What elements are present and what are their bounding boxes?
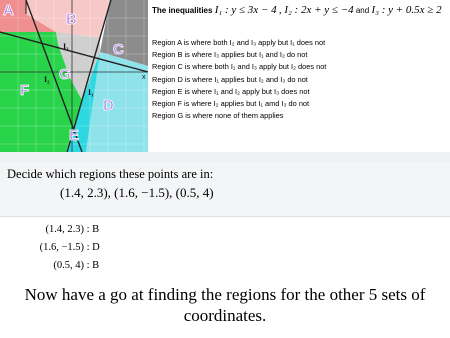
description-panel — [148, 0, 450, 152]
region-a-description: Region A is where both I₂ and I₃ apply but I₁ does not — [152, 38, 326, 47]
answer-region: : B — [86, 260, 100, 271]
region-e-description: Region E is where I₁ and I₂ apply but I₃ does not — [152, 86, 310, 96]
region-g-label: G — [59, 66, 71, 83]
inequality-i3: I₃ : y + 0.5x ≥ 2 — [371, 4, 442, 16]
line-i1-label: I₁ — [88, 88, 94, 97]
answer-region: : B — [86, 224, 100, 235]
inequalities-intro: The inequalities — [152, 6, 213, 15]
regions-graph — [0, 0, 148, 152]
region-d-label: D — [103, 97, 114, 114]
region-descriptions — [152, 37, 326, 122]
section-divider — [0, 152, 450, 162]
region-f-label: F — [20, 82, 30, 99]
question-points: (1.4, 2.3), (1.6, −1.5), (0.5, 4) — [60, 185, 214, 200]
region-c-description: Region C is where both I₁ and I₃ apply but I₂ does not — [152, 62, 327, 72]
line-i2-label: I₂ — [44, 75, 50, 84]
region-g-description: Region G is where none of them applies — [152, 111, 284, 121]
answer-row — [32, 260, 232, 271]
line-i3-label: I₃ — [63, 42, 69, 51]
region-e-label: E — [69, 127, 80, 144]
question-prompt: Decide which regions these points are in: — [7, 167, 214, 181]
region-b-description: Region B is where I₃ applies but I₁ and I₂ do not — [152, 50, 308, 60]
answer-row — [32, 224, 232, 235]
inequality-i1: I₁ : y ≤ 3x − 4 — [214, 4, 277, 16]
region-f-description: Region F is where I₂ applies but I₁ amd I₃ do not — [152, 99, 310, 109]
x-axis-label: x — [142, 74, 146, 81]
region-a-label: A — [3, 2, 14, 19]
answers-list — [0, 222, 450, 282]
footer-instruction: Now have a go at finding the regions for the other 5 sets of coordinates. — [24, 285, 426, 325]
inequalities-and: and — [355, 6, 370, 15]
answer-region: : D — [86, 242, 100, 253]
answer-row — [32, 242, 232, 253]
region-b-label: B — [66, 11, 77, 28]
answer-point: (0.5, 4) — [53, 260, 84, 271]
region-d-description: Region D is where I₁ applies but I₂ and I₃ do not — [152, 74, 308, 84]
region-c-label: C — [113, 41, 124, 58]
inequality-i2: , I₂ : 2x + y ≤ −4 — [278, 4, 354, 16]
answer-point: (1.4, 2.3) — [45, 224, 84, 235]
question-box — [0, 162, 450, 217]
inequalities-line — [152, 4, 442, 16]
answer-point: (1.6, −1.5) — [39, 242, 84, 253]
